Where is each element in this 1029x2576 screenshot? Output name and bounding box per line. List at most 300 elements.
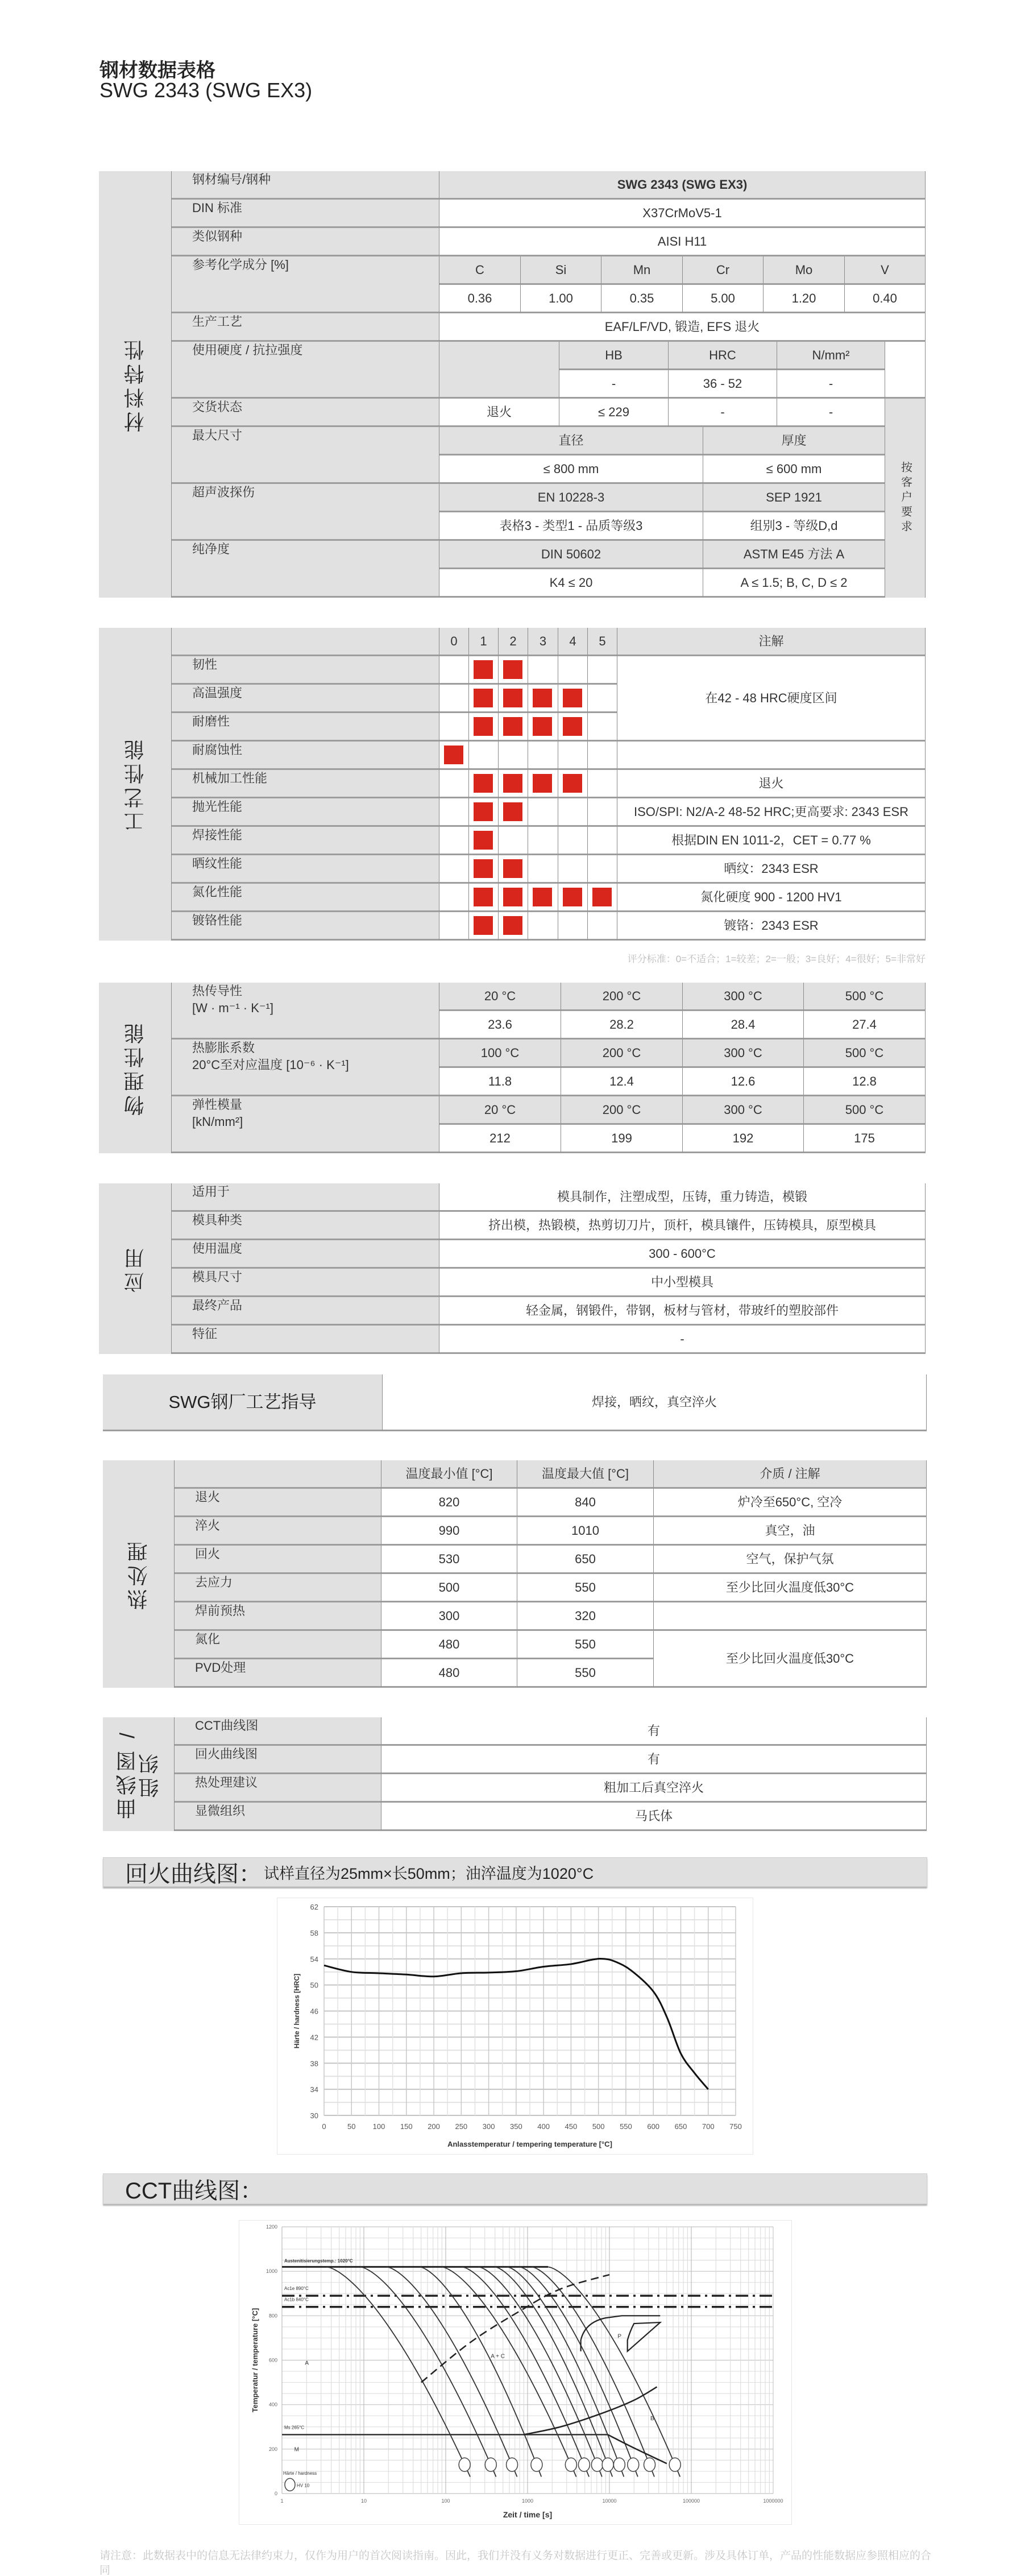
rating-cell xyxy=(528,855,558,884)
rating-cell xyxy=(499,685,528,713)
hardness-marker xyxy=(628,2458,639,2471)
section-heat-treatment xyxy=(103,1460,175,1688)
heat-label-line-0: 退火 xyxy=(195,1490,221,1504)
scale-header-1: 1 xyxy=(469,628,499,656)
rating-block xyxy=(474,717,493,736)
region-label: B xyxy=(650,2416,654,2422)
rating-block xyxy=(533,774,552,793)
page-title: 钢材数据表格 xyxy=(99,60,215,81)
y-tick-label: 54 xyxy=(310,1954,318,1964)
tempering-subtitle: 试样直径为25mm×长50mm；油淬温度为1020°C xyxy=(264,1865,594,1882)
chem-value: 1.20 xyxy=(764,285,845,313)
rating-block xyxy=(474,660,493,679)
physical-value: 12.8 xyxy=(804,1068,926,1096)
physical-value: 11.8 xyxy=(439,1068,561,1096)
physical-temp: 20 °C xyxy=(439,983,561,1011)
cooling-curve xyxy=(507,2267,624,2476)
rating-cell xyxy=(558,770,588,798)
rating-block xyxy=(474,831,493,850)
heat-header: 温度最大值 [°C] xyxy=(517,1460,654,1489)
property-label-line-0: 焊接性能 xyxy=(192,828,243,842)
note-cell: ISO/SPI: N2/A-2 48-52 HRC;更高要求: 2343 ESR xyxy=(617,798,926,827)
guide-label: SWG钢厂工艺指导 xyxy=(103,1374,383,1431)
heat-label xyxy=(175,1517,381,1546)
x-axis-title: Zeit / time [s] xyxy=(503,2510,553,2519)
physical-value: 28.2 xyxy=(561,1011,683,1039)
hardness-marker xyxy=(531,2458,542,2471)
note-cell: 晒纹：2343 ESR xyxy=(617,855,926,884)
din-value: X37CrMoV5-1 xyxy=(439,200,926,228)
y-tick-label: 38 xyxy=(310,2059,318,2068)
y-tick-label: 0 xyxy=(274,2491,277,2496)
heat-label-line-0: 回火 xyxy=(195,1547,221,1561)
row-label-din-line-0: DIN 标准 xyxy=(192,201,243,215)
rating-footnote: 评分标准：0=不适合；1=较差；2=一般；3=良好；4=很好；5=非常好 xyxy=(627,954,926,964)
property-label-line-0: 高温强度 xyxy=(192,686,243,700)
curves-value: 有 xyxy=(381,1746,927,1774)
delivery-value: - xyxy=(669,399,777,427)
curves-label-line-0: 显微组织 xyxy=(195,1804,246,1818)
header-blank xyxy=(172,628,439,656)
scale-header-4: 4 xyxy=(558,628,588,656)
region-label: P xyxy=(617,2333,622,2340)
hardness-unit: HRC xyxy=(669,342,777,370)
heat-note: 空气，保护气氛 xyxy=(654,1546,927,1574)
heat-label-line-0: 去应力 xyxy=(195,1575,233,1589)
physical-temp: 300 °C xyxy=(683,983,804,1011)
property-label-line-0: 氮化性能 xyxy=(192,885,243,899)
physical-value: 192 xyxy=(683,1125,804,1153)
property-label xyxy=(172,855,439,884)
legend-unit: HV 10 xyxy=(297,2483,310,2488)
cct-chart-svg xyxy=(239,2221,791,2524)
property-label-line-0: 抛光性能 xyxy=(192,800,243,814)
x-tick-label: 400 xyxy=(537,2122,550,2131)
ut-head: EN 10228-3 xyxy=(439,484,703,512)
heat-note: 真空，油 xyxy=(654,1517,927,1546)
rating-cell xyxy=(439,770,469,798)
similar-value: AISI H11 xyxy=(439,228,926,256)
cooling-curve xyxy=(462,2267,589,2476)
application-label xyxy=(172,1269,439,1297)
hardness-marker xyxy=(602,2458,613,2471)
x-tick-label: 50 xyxy=(347,2122,356,2131)
rating-block xyxy=(563,717,582,736)
cct-header-bar xyxy=(103,2173,927,2204)
hardness-marker xyxy=(644,2458,655,2471)
y-tick-label: 1200 xyxy=(265,2224,277,2230)
region-label: A xyxy=(305,2360,309,2367)
rating-cell xyxy=(469,912,499,941)
cct-chart xyxy=(239,2220,792,2525)
rating-cell xyxy=(558,656,588,685)
rating-cell xyxy=(528,770,558,798)
disclaimer: 请注意：此数据表中的信息无法律约束力，仅作为用户的首次阅读指南。因此，我们并没有义务对数据进行更正、完善或更新。涉及具体订单，产品的性能数据应参照相应的合同 xyxy=(99,2550,932,2576)
clean-head: DIN 50602 xyxy=(439,541,703,569)
note-cell: 根据DIN EN 1011-2，CET = 0.77 % xyxy=(617,827,926,855)
section-curves-text: 曲线图 / 组织 xyxy=(115,1729,161,1819)
chem-value: 0.35 xyxy=(601,285,683,313)
heat-label-line-0: 淬火 xyxy=(195,1518,221,1533)
physical-label xyxy=(172,983,439,1039)
chem-value: 1.00 xyxy=(521,285,601,313)
region-label: A + C xyxy=(491,2353,505,2360)
rating-cell xyxy=(469,884,499,912)
row-label-process xyxy=(172,313,439,342)
application-label-line-0: 使用温度 xyxy=(192,1241,243,1256)
application-label-line-0: 模具种类 xyxy=(192,1213,243,1227)
rating-cell xyxy=(439,884,469,912)
rating-cell xyxy=(558,884,588,912)
heat-note: 至少比回火温度低30°C xyxy=(654,1631,927,1688)
property-label-line-0: 耐腐蚀性 xyxy=(192,743,243,757)
heat-note: 炉冷至650°C, 空冷 xyxy=(654,1489,927,1517)
section-material-text: 材料特性 xyxy=(123,337,147,432)
x-axis-title: Anlasstemperatur / tempering temperature [°C] xyxy=(447,2140,612,2148)
row-label-hardness xyxy=(172,342,439,399)
rating-block xyxy=(503,916,522,935)
x-tick-label: 100 xyxy=(372,2122,385,2131)
heat-label xyxy=(175,1574,381,1602)
rating-block xyxy=(563,689,582,707)
property-label xyxy=(172,685,439,713)
row-label-hardness-line-0: 使用硬度 / 抗拉强度 xyxy=(192,343,303,357)
region-label: M xyxy=(294,2446,299,2453)
header-blank xyxy=(175,1460,381,1489)
scale-header-3: 3 xyxy=(528,628,558,656)
x-tick-label: 550 xyxy=(620,2122,632,2131)
x-tick-label: 250 xyxy=(455,2122,468,2131)
chem-element: V xyxy=(845,256,926,285)
customer-requirement-note xyxy=(885,399,926,598)
heat-min: 480 xyxy=(381,1659,517,1688)
hardness-value: 36 - 52 xyxy=(669,370,777,399)
x-tick-label: 150 xyxy=(400,2122,413,2131)
curves-label-line-0: 回火曲线图 xyxy=(195,1747,258,1761)
rating-cell xyxy=(469,798,499,827)
heat-note: 至少比回火温度低30°C xyxy=(654,1574,927,1602)
x-tick-label: 700 xyxy=(702,2122,715,2131)
physical-temp: 20 °C xyxy=(439,1096,561,1125)
rating-cell xyxy=(558,827,588,855)
rating-cell xyxy=(588,912,617,941)
rating-cell xyxy=(558,798,588,827)
heat-max: 840 xyxy=(517,1489,654,1517)
ms-label: Ms 265°C xyxy=(284,2425,305,2430)
maxsize-value: ≤ 800 mm xyxy=(439,455,703,484)
row-label-clean xyxy=(172,541,439,598)
rating-cell xyxy=(528,656,558,685)
rating-cell xyxy=(499,798,528,827)
section-application xyxy=(99,1183,172,1354)
rating-cell xyxy=(439,827,469,855)
clean-value: K4 ≤ 20 xyxy=(439,569,703,598)
x-tick-label: 500 xyxy=(592,2122,605,2131)
rating-block xyxy=(474,916,493,935)
clean-value: A ≤ 1.5; B, C, D ≤ 2 xyxy=(703,569,885,598)
maxsize-value: ≤ 600 mm xyxy=(703,455,885,484)
rating-block xyxy=(474,802,493,821)
section-physical xyxy=(99,983,172,1153)
physical-label-line-0: 弹性模量 xyxy=(192,1098,243,1112)
note-cell: 在42 - 48 HRC硬度区间 xyxy=(617,656,926,742)
property-label-line-0: 韧性 xyxy=(192,657,218,672)
y-tick-label: 42 xyxy=(310,2033,318,2042)
note-cell: 镀铬：2343 ESR xyxy=(617,912,926,941)
rating-cell xyxy=(528,884,558,912)
heat-min: 530 xyxy=(381,1546,517,1574)
rating-block xyxy=(474,888,493,906)
cooling-curve xyxy=(532,2267,654,2476)
curves-label xyxy=(175,1717,381,1746)
physical-value: 175 xyxy=(804,1125,926,1153)
physical-label xyxy=(172,1039,439,1096)
row-label-delivery-line-0: 交货状态 xyxy=(192,400,243,414)
section-application-text: 应用 xyxy=(123,1245,147,1293)
section-heat-treatment-text: 热处理 xyxy=(126,1538,150,1610)
rating-block xyxy=(474,689,493,707)
rating-cell xyxy=(528,912,558,941)
rating-cell xyxy=(499,912,528,941)
rating-cell xyxy=(439,855,469,884)
application-label xyxy=(172,1240,439,1269)
heat-label xyxy=(175,1631,381,1659)
cooling-curve xyxy=(520,2267,638,2476)
cct-title: CCT曲线图： xyxy=(125,2178,263,2204)
rating-cell xyxy=(528,685,558,713)
section-physical-text: 物理性能 xyxy=(123,1020,147,1116)
application-value: 轻金属，钢锻件，带钢，板材与管材，带玻纤的塑胶部件 xyxy=(439,1297,926,1326)
curves-value: 有 xyxy=(381,1717,927,1746)
y-tick-label: 30 xyxy=(310,2111,318,2120)
application-label-line-0: 适用于 xyxy=(192,1185,230,1199)
y-tick-label: 50 xyxy=(310,1981,318,1990)
x-tick-label: 200 xyxy=(428,2122,440,2131)
rating-block xyxy=(503,717,522,736)
physical-temp: 300 °C xyxy=(683,1039,804,1068)
rating-block xyxy=(503,660,522,679)
hardness-unit: HB xyxy=(559,342,669,370)
row-label-maxsize-line-0: 最大尺寸 xyxy=(192,428,243,442)
heat-max: 550 xyxy=(517,1574,654,1602)
physical-value: 12.6 xyxy=(683,1068,804,1096)
application-label-line-0: 最终产品 xyxy=(192,1298,243,1312)
application-label-line-0: 特征 xyxy=(192,1327,218,1341)
physical-value: 23.6 xyxy=(439,1011,561,1039)
rating-block xyxy=(474,774,493,793)
heat-label xyxy=(175,1659,381,1688)
row-label-similar-line-0: 类似钢种 xyxy=(192,229,243,243)
curves-value: 马氏体 xyxy=(381,1803,927,1831)
application-value: 300 - 600°C xyxy=(439,1240,926,1269)
rating-cell xyxy=(499,884,528,912)
scale-header-2: 2 xyxy=(499,628,528,656)
chem-element: Mn xyxy=(601,256,683,285)
property-label-line-0: 晒纹性能 xyxy=(192,856,243,871)
rating-cell xyxy=(469,656,499,685)
section-process xyxy=(99,628,172,941)
x-tick-label: 1000 xyxy=(521,2498,534,2504)
rating-cell xyxy=(499,656,528,685)
y-tick-label: 58 xyxy=(310,1928,318,1937)
rating-cell xyxy=(499,713,528,742)
y-tick-label: 62 xyxy=(310,1903,318,1911)
property-label xyxy=(172,742,439,770)
ac1e-label: Ac1e 890°C xyxy=(284,2286,309,2292)
rating-block xyxy=(503,774,522,793)
y-axis-title: Härte / hardness [HRC] xyxy=(293,1973,301,2049)
physical-temp: 300 °C xyxy=(683,1096,804,1125)
rating-cell xyxy=(499,742,528,770)
heat-label xyxy=(175,1489,381,1517)
property-label-line-0: 镀铬性能 xyxy=(192,913,243,927)
application-label xyxy=(172,1297,439,1326)
y-axis-title: Temperatur / temperature [°C] xyxy=(251,2308,259,2413)
hardness-marker xyxy=(485,2458,496,2471)
y-tick-label: 800 xyxy=(268,2313,277,2319)
rating-block xyxy=(533,717,552,736)
property-label xyxy=(172,713,439,742)
scale-header-5: 5 xyxy=(588,628,617,656)
application-label xyxy=(172,1326,439,1354)
rating-block xyxy=(503,888,522,906)
tempering-header-bar xyxy=(103,1857,927,1887)
rating-cell xyxy=(588,713,617,742)
application-value: - xyxy=(439,1326,926,1354)
chem-value: 5.00 xyxy=(683,285,764,313)
hardness-marker xyxy=(669,2458,681,2471)
heat-label-line-0: PVD处理 xyxy=(195,1660,246,1675)
x-tick-label: 10000 xyxy=(602,2498,617,2504)
property-label xyxy=(172,912,439,941)
rating-cell xyxy=(588,656,617,685)
application-value: 中小型模具 xyxy=(439,1269,926,1297)
rating-cell xyxy=(528,713,558,742)
application-value: 挤出模，热锻模，热剪切刀片，顶杆，模具镶件，压铸模具，原型模具 xyxy=(439,1212,926,1240)
guide-value: 焊接，晒纹，真空淬火 xyxy=(383,1374,927,1431)
chem-element: Mo xyxy=(764,256,845,285)
rating-block xyxy=(444,746,463,764)
x-tick-label: 300 xyxy=(482,2122,495,2131)
physical-temp: 100 °C xyxy=(439,1039,561,1068)
physical-temp: 500 °C xyxy=(804,1096,926,1125)
physical-temp: 500 °C xyxy=(804,983,926,1011)
chem-element: C xyxy=(439,256,521,285)
row-label-similar xyxy=(172,228,439,256)
y-tick-label: 46 xyxy=(310,2007,318,2016)
x-tick-label: 1000000 xyxy=(763,2498,783,2504)
note-cell xyxy=(617,742,926,770)
rating-cell xyxy=(439,912,469,941)
heat-min: 480 xyxy=(381,1631,517,1659)
heat-max: 1010 xyxy=(517,1517,654,1546)
curves-label-line-0: 热处理建议 xyxy=(195,1775,258,1790)
curves-label-line-0: CCT曲线图 xyxy=(195,1718,259,1733)
heat-min: 990 xyxy=(381,1517,517,1546)
note-cell: 氮化硬度 900 - 1200 HV1 xyxy=(617,884,926,912)
y-tick-label: 200 xyxy=(268,2446,277,2452)
rating-block xyxy=(563,888,582,906)
legend-title: Härte / hardness xyxy=(283,2470,317,2476)
chem-element: Cr xyxy=(683,256,764,285)
property-label-line-0: 耐磨性 xyxy=(192,714,230,728)
property-label xyxy=(172,798,439,827)
x-tick-label: 650 xyxy=(674,2122,687,2131)
maxsize-head: 直径 xyxy=(439,427,703,455)
row-label-process-line-0: 生产工艺 xyxy=(192,314,243,329)
y-tick-label: 34 xyxy=(310,2085,318,2094)
rating-block xyxy=(474,859,493,878)
heat-label xyxy=(175,1602,381,1631)
row-label-grade xyxy=(172,171,439,200)
rating-cell xyxy=(469,855,499,884)
physical-label xyxy=(172,1096,439,1153)
rating-cell xyxy=(588,798,617,827)
rating-cell xyxy=(588,685,617,713)
heat-header: 介质 / 注解 xyxy=(654,1460,927,1489)
x-tick-label: 100 xyxy=(441,2498,450,2504)
clean-head: ASTM E45 方法 A xyxy=(703,541,885,569)
curves-label xyxy=(175,1746,381,1774)
x-tick-label: 0 xyxy=(322,2122,326,2131)
heat-label-line-0: 焊前预热 xyxy=(195,1604,246,1618)
rating-cell xyxy=(439,713,469,742)
grade-value: SWG 2343 (SWG EX3) xyxy=(439,171,926,200)
chem-value: 0.40 xyxy=(845,285,926,313)
chem-element: Si xyxy=(521,256,601,285)
tempering-chart-svg xyxy=(277,1898,753,2154)
customer-requirement-note-text: 按客户要求 xyxy=(899,461,912,535)
row-label-clean-line-0: 纯净度 xyxy=(192,542,230,556)
blank-cell xyxy=(885,342,926,399)
ac1b-label: Ac1b 840°C xyxy=(284,2297,309,2302)
ut-head: SEP 1921 xyxy=(703,484,885,512)
cooling-curve xyxy=(360,2267,496,2476)
physical-label-line-0: 热传导性 xyxy=(192,984,243,998)
row-label-ut xyxy=(172,484,439,541)
rating-cell xyxy=(469,685,499,713)
row-label-chem-line-0: 参考化学成分 [%] xyxy=(192,258,289,272)
ut-value: 组别3 - 等级D,d xyxy=(703,512,885,541)
physical-temp: 200 °C xyxy=(561,983,683,1011)
x-tick-label: 450 xyxy=(565,2122,578,2131)
rating-cell xyxy=(469,742,499,770)
x-tick-label: 10 xyxy=(360,2498,367,2504)
row-label-maxsize xyxy=(172,427,439,484)
heat-min: 500 xyxy=(381,1574,517,1602)
rating-cell xyxy=(558,713,588,742)
heat-max: 650 xyxy=(517,1546,654,1574)
tempering-title: 回火曲线图： xyxy=(125,1861,262,1887)
process-value: EAF/LF/VD, 锻造, EFS 退火 xyxy=(439,313,926,342)
rating-cell xyxy=(558,742,588,770)
rating-cell xyxy=(588,770,617,798)
row-label-chem xyxy=(172,256,439,313)
property-label xyxy=(172,884,439,912)
cooling-curve xyxy=(548,2267,680,2476)
rating-cell xyxy=(439,798,469,827)
rating-cell xyxy=(558,912,588,941)
heat-max: 550 xyxy=(517,1659,654,1688)
property-label xyxy=(172,770,439,798)
rating-cell xyxy=(588,855,617,884)
physical-value: 28.4 xyxy=(683,1011,804,1039)
rating-cell xyxy=(528,742,558,770)
physical-label-line-1: 20°C至对应温度 [10⁻⁶ · K⁻¹] xyxy=(192,1057,349,1072)
rating-cell xyxy=(528,827,558,855)
delivery-value: 退火 xyxy=(439,399,559,427)
physical-label-line-1: [W · m⁻¹ · K⁻¹] xyxy=(192,1000,273,1015)
